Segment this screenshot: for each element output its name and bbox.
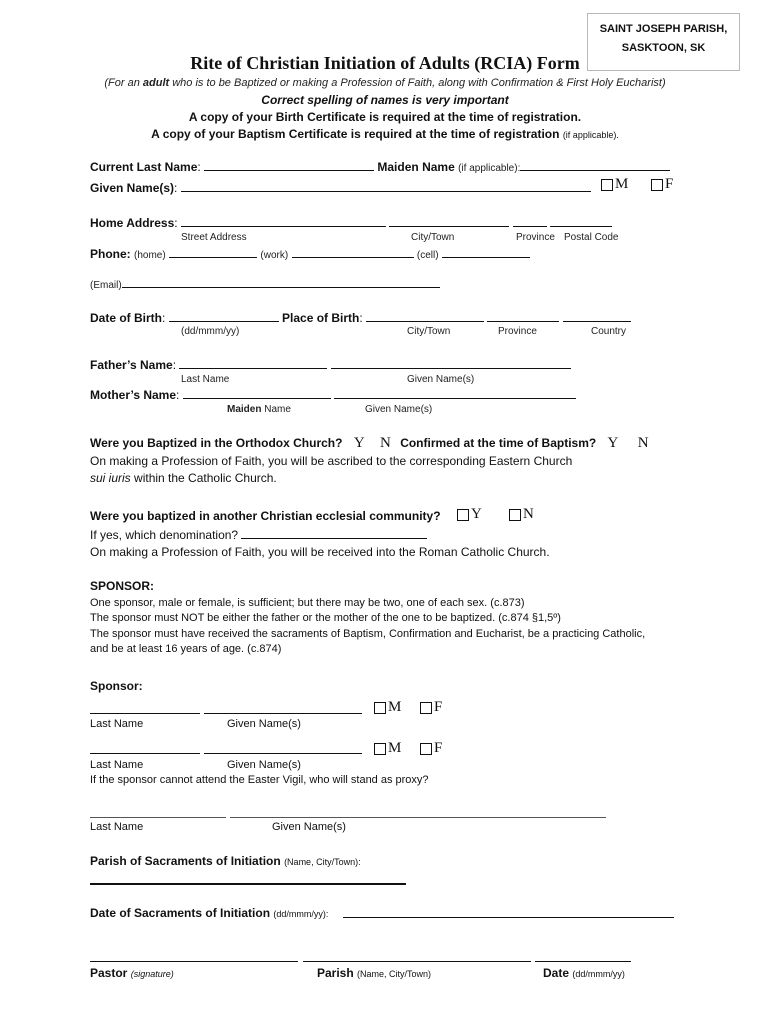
- orthodox-note-2: sui iuris within the Catholic Church.: [90, 471, 277, 485]
- phone-label: Phone:: [90, 247, 131, 261]
- checkbox-icon[interactable]: [374, 702, 386, 714]
- birth-province-field[interactable]: [487, 310, 559, 322]
- home-phone-field[interactable]: [169, 246, 257, 258]
- other-community-yes[interactable]: Y: [457, 506, 482, 523]
- denomination-question: If yes, which denomination?: [90, 528, 239, 542]
- work-phone-field[interactable]: [292, 246, 414, 258]
- sacraments-date-field[interactable]: [343, 917, 674, 918]
- date-field[interactable]: [535, 961, 631, 962]
- orthodox-yes[interactable]: Y: [353, 435, 365, 451]
- cell-phone-field[interactable]: [442, 246, 530, 258]
- sponsor1-last-field[interactable]: [90, 713, 200, 714]
- sponsor-label: Sponsor:: [90, 679, 143, 693]
- pastor-signature-field[interactable]: [90, 961, 298, 962]
- province-caption: Province: [516, 232, 555, 243]
- parish-city: SASKTOON, SK: [621, 42, 706, 54]
- other-community-note: On making a Profession of Faith, you will be received into the Roman Catholic Church.: [90, 545, 550, 559]
- sponsor2-last-field[interactable]: [90, 753, 200, 754]
- sponsor2-last-caption: Last Name: [90, 759, 144, 771]
- postal-caption: Postal Code: [564, 232, 619, 243]
- proxy-last-caption: Last Name: [90, 821, 144, 833]
- email-label: (Email): [90, 280, 122, 291]
- sponsor2-given-field[interactable]: [204, 753, 362, 754]
- other-community-no[interactable]: N: [509, 506, 534, 523]
- sponsor-rule-3: The sponsor must have received the sacraments of Baptism, Confirmation and Eucharist, be a practicing Catholic,: [90, 628, 646, 640]
- proxy-last-field[interactable]: [90, 817, 226, 818]
- father-last-caption: Last Name: [181, 374, 230, 385]
- proxy-given-field[interactable]: [230, 817, 606, 818]
- father-given-field[interactable]: [331, 357, 571, 369]
- sacraments-parish-row: Parish of Sacraments of Initiation (Name, City/Town):: [90, 854, 361, 868]
- parish-caption: Parish (Name, City/Town): [317, 966, 432, 980]
- sponsor-rule-4: and be at least 16 years of age. (c.874): [90, 643, 282, 655]
- checkbox-icon[interactable]: [420, 743, 432, 755]
- gender-male[interactable]: M: [601, 176, 628, 193]
- mother-label: Mother’s Name: [90, 388, 177, 402]
- birth-cert-note: A copy of your Birth Certificate is required at the time of registration.: [188, 110, 582, 124]
- given-name-field[interactable]: [181, 180, 591, 192]
- last-name-row: Current Last Name: Maiden Name (if applicable):: [90, 159, 670, 174]
- sacraments-date-label: Date of Sacraments of Initiation: [90, 906, 271, 920]
- checkbox-icon[interactable]: [420, 702, 432, 714]
- given-name-label: Given Name(s): [90, 181, 175, 195]
- sponsor1-given-caption: Given Name(s): [227, 718, 301, 730]
- sponsor2-male[interactable]: M: [374, 740, 401, 757]
- sponsor-rule-2: The sponsor must NOT be either the father or the mother of the one to be baptized. (c.874 §1,5º): [90, 612, 561, 624]
- father-last-field[interactable]: [179, 357, 327, 369]
- spelling-note: Correct spelling of names is very important: [261, 93, 509, 107]
- confirmed-no[interactable]: N: [637, 435, 649, 451]
- birth-country-caption: Country: [591, 326, 627, 337]
- orthodox-no[interactable]: N: [380, 435, 391, 451]
- home-address-label: Home Address: [90, 216, 175, 230]
- street-caption: Street Address: [181, 232, 247, 243]
- parish-field[interactable]: [303, 961, 531, 962]
- birth-province-caption: Province: [498, 326, 537, 337]
- dob-field[interactable]: [169, 310, 279, 322]
- maiden-name-field[interactable]: [520, 159, 670, 171]
- place-of-birth-label: Place of Birth: [282, 311, 360, 325]
- mother-maiden-caption: Maiden Name: [227, 404, 291, 415]
- birth-city-field[interactable]: [366, 310, 484, 322]
- sponsor2-female[interactable]: F: [420, 740, 442, 757]
- form-title: Rite of Christian Initiation of Adults (RCIA) Form: [190, 53, 580, 73]
- sacraments-parish-field[interactable]: [90, 883, 406, 885]
- sacraments-parish-label: Parish of Sacraments of Initiation: [90, 854, 281, 868]
- mother-given-field[interactable]: [334, 387, 576, 399]
- date-caption: Date (dd/mmm/yy): [543, 966, 625, 980]
- checkbox-icon[interactable]: [374, 743, 386, 755]
- email-row: [90, 279, 440, 291]
- birth-city-caption: City/Town: [407, 326, 451, 337]
- gender-female[interactable]: F: [651, 176, 673, 193]
- orthodox-note: On making a Profession of Faith, you will be ascribed to the corresponding Eastern Church: [90, 454, 573, 468]
- mother-last-field[interactable]: [183, 387, 331, 399]
- checkbox-icon[interactable]: [651, 179, 663, 191]
- address-row: Home Address:: [90, 215, 612, 230]
- birth-country-field[interactable]: [563, 310, 631, 322]
- sponsor-heading: SPONSOR:: [90, 579, 155, 593]
- postal-field[interactable]: [550, 215, 612, 227]
- sponsor1-last-caption: Last Name: [90, 718, 144, 730]
- confirmed-question: Confirmed at the time of Baptism?: [400, 436, 597, 450]
- maiden-name-label: Maiden Name: [377, 160, 455, 174]
- province-field[interactable]: [513, 215, 547, 227]
- dob-format-caption: (dd/mmm/yy): [181, 326, 240, 337]
- confirmed-yes[interactable]: Y: [607, 435, 619, 451]
- checkbox-icon[interactable]: [457, 509, 469, 521]
- pastor-caption: Pastor (signature): [90, 966, 174, 980]
- form-subtitle: (For an adult who is to be Baptized or making a Profession of Faith, along with Confirmation & First Holy Eucharist): [104, 77, 666, 89]
- orthodox-row: [90, 435, 649, 452]
- sponsor2-given-caption: Given Name(s): [227, 759, 301, 771]
- mother-given-caption: Given Name(s): [365, 404, 433, 415]
- sacraments-date-row: Date of Sacraments of Initiation (dd/mmm/yy):: [90, 906, 329, 920]
- dob-row: Date of Birth: Place of Birth:: [90, 310, 631, 325]
- baptism-cert-note: A copy of your Baptism Certificate is required at the time of registration (if applicable).: [151, 127, 619, 141]
- father-label: Father’s Name: [90, 358, 173, 372]
- other-community-row: [90, 509, 441, 523]
- father-row: Father’s Name:: [90, 357, 571, 372]
- phone-row: Phone: (home) (work) (cell): [90, 246, 530, 261]
- dob-label: Date of Birth: [90, 311, 162, 325]
- father-given-caption: Given Name(s): [407, 374, 475, 385]
- sponsor1-given-field[interactable]: [204, 713, 362, 714]
- parish-name: SAINT JOSEPH PARISH,: [599, 23, 728, 35]
- mother-row: Mother’s Name:: [90, 387, 576, 402]
- proxy-question: If the sponsor cannot attend the Easter Vigil, who will stand as proxy?: [90, 774, 429, 786]
- checkbox-icon[interactable]: [509, 509, 521, 521]
- email-field[interactable]: [122, 279, 440, 288]
- city-caption: City/Town: [411, 232, 455, 243]
- sponsor-rule-1: One sponsor, male or female, is sufficient; but there may be two, one of each sex. (c.873): [90, 597, 525, 609]
- denomination-field[interactable]: [241, 527, 427, 539]
- last-name-label: Current Last Name: [90, 160, 198, 174]
- proxy-given-caption: Given Name(s): [272, 821, 346, 833]
- denomination-row: [90, 527, 427, 542]
- other-community-question: Were you baptized in another Christian ecclesial community?: [90, 509, 441, 523]
- orthodox-question: Were you Baptized in the Orthodox Church?: [90, 436, 343, 450]
- street-field[interactable]: [181, 215, 386, 227]
- city-field[interactable]: [389, 215, 509, 227]
- given-name-row: Given Name(s):: [90, 180, 591, 195]
- sponsor1-male[interactable]: M: [374, 699, 401, 716]
- checkbox-icon[interactable]: [601, 179, 613, 191]
- sponsor1-female[interactable]: F: [420, 699, 442, 716]
- last-name-field[interactable]: [204, 159, 374, 171]
